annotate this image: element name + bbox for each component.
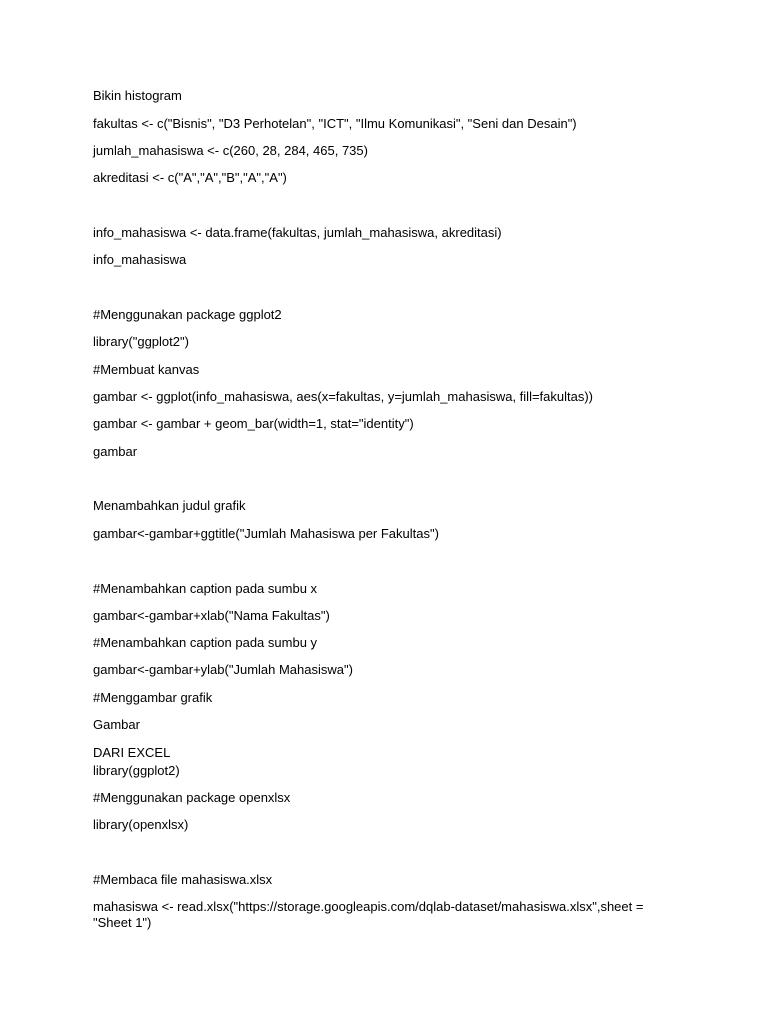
- comment-line: #Menggunakan package openxlsx: [93, 790, 291, 805]
- code-line: gambar<-gambar+xlab("Nama Fakultas"): [93, 608, 330, 623]
- code-line: gambar <- gambar + geom_bar(width=1, stat="identity"): [93, 416, 414, 431]
- comment-line: #Menggunakan package ggplot2: [93, 307, 282, 322]
- code-line: library(ggplot2): [93, 763, 180, 778]
- text-line: Menambahkan judul grafik: [93, 498, 246, 513]
- code-line: library("ggplot2"): [93, 334, 189, 349]
- code-line: jumlah_mahasiswa <- c(260, 28, 284, 465, 735): [93, 143, 368, 158]
- comment-line: #Membuat kanvas: [93, 362, 200, 377]
- comment-line: #Menambahkan caption pada sumbu x: [93, 581, 318, 596]
- comment-line: #Menambahkan caption pada sumbu y: [93, 635, 318, 650]
- code-line: akreditasi <- c("A","A","B","A","A"): [93, 170, 287, 185]
- comment-line: #Menggambar grafik: [93, 690, 213, 705]
- text-line: Bikin histogram: [93, 88, 182, 103]
- code-line: library(openxlsx): [93, 817, 189, 832]
- code-line: info_mahasiswa: [93, 252, 187, 267]
- code-line: gambar<-gambar+ylab("Jumlah Mahasiswa"): [93, 662, 353, 677]
- text-line: DARI EXCEL: [93, 745, 171, 760]
- code-line: mahasiswa <- read.xlsx("https://storage.googleapis.com/dqlab-dataset/mahasiswa.xlsx",sheet = "Sheet 1"): [93, 899, 644, 930]
- code-line: gambar: [93, 444, 138, 459]
- code-line: gambar <- ggplot(info_mahasiswa, aes(x=fakultas, y=jumlah_mahasiswa, fill=fakultas)): [93, 389, 594, 404]
- code-line: gambar<-gambar+ggtitle("Jumlah Mahasiswa per Fakultas"): [93, 526, 439, 541]
- comment-line: #Membaca file mahasiswa.xlsx: [93, 872, 273, 887]
- code-line: fakultas <- c("Bisnis", "D3 Perhotelan", "ICT", "Ilmu Komunikasi", "Seni dan Desain"): [93, 116, 577, 131]
- text-line: Gambar: [93, 717, 140, 732]
- code-line: info_mahasiswa <- data.frame(fakultas, jumlah_mahasiswa, akreditasi): [93, 225, 502, 240]
